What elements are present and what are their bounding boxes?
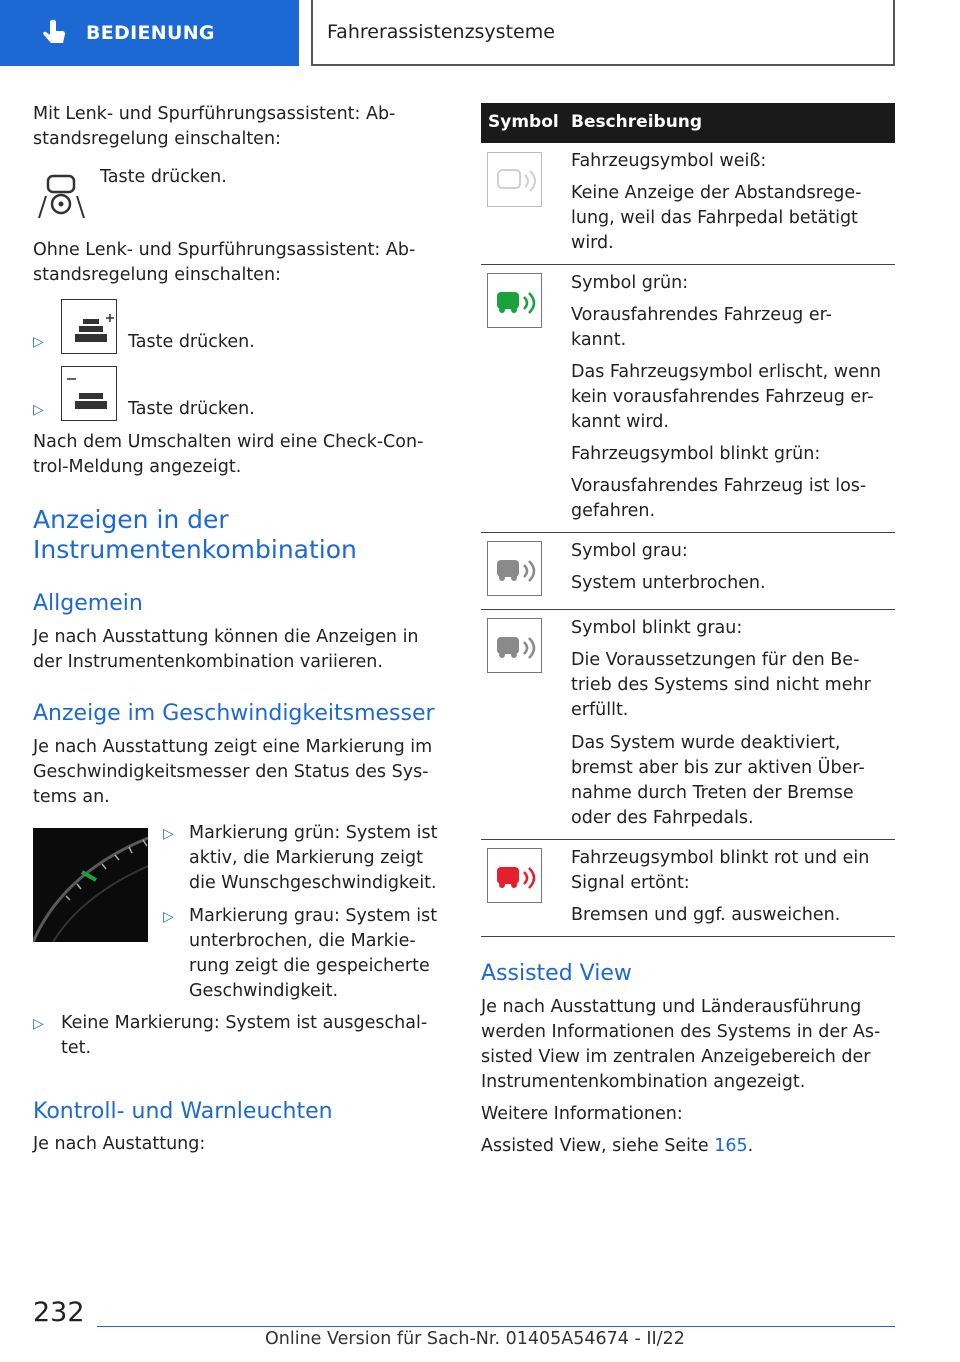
heading-anzeigen-2: Instrumentenkombination — [33, 535, 357, 564]
reference-end: . — [747, 1136, 754, 1156]
row5-l3: Bremsen und ggf. ausweichen. — [571, 905, 841, 925]
section-tab[interactable] — [0, 0, 299, 66]
footer-divider — [97, 1326, 895, 1327]
av-text-2: werden Informationen des Systems in der As- — [481, 1022, 881, 1042]
mark-gray-2: unterbrochen, die Markie- — [189, 931, 416, 951]
table-divider — [481, 936, 895, 937]
page-link[interactable]: 165 — [714, 1136, 748, 1156]
col-symbol: Symbol — [488, 112, 559, 132]
step-2: Taste drücken. — [128, 332, 255, 352]
intro-text-2: Ohne Lenk- und Spurführungsassistent: Ab- — [33, 240, 416, 260]
allgemein-text-2: der Instrumentenkombination variieren. — [33, 652, 383, 672]
bullet-icon: ▷ — [33, 1016, 44, 1032]
kontroll-text: Je nach Austattung: — [33, 1134, 206, 1154]
distance-minus-button-icon — [61, 366, 117, 421]
table-header — [481, 103, 895, 143]
table-divider — [481, 839, 895, 840]
row4-l2: Die Voraussetzungen für den Be- — [571, 650, 860, 670]
heading-allgemein: Allgemein — [33, 591, 143, 616]
speedometer-image — [33, 828, 148, 942]
row2-l9: gefahren. — [571, 501, 656, 521]
row4-l5: Das System wurde deaktiviert, — [571, 733, 841, 753]
row1-l4: wird. — [571, 233, 614, 253]
row2-l8: Vorausfahrendes Fahrzeug ist los- — [571, 476, 867, 496]
table-divider — [481, 532, 895, 533]
switch-note-1: Nach dem Umschalten wird eine Check-Con- — [33, 432, 424, 452]
row2-l4: Das Fahrzeugsymbol erlischt, wenn — [571, 362, 882, 382]
geschw-text-1: Je nach Ausstattung zeigt eine Markierung im — [33, 737, 433, 757]
row2-l3: kannt. — [571, 330, 627, 350]
section-label: BEDIENUNG — [86, 22, 215, 44]
row1-l2: Keine Anzeige der Abstandsrege- — [571, 183, 862, 203]
row2-l2: Vorausfahrendes Fahrzeug er- — [571, 305, 832, 325]
row2-l6: kannt wird. — [571, 412, 669, 432]
row4-l6: bremst aber bis zur aktiven Über- — [571, 758, 865, 778]
row3-l1: Symbol grau: — [571, 541, 688, 561]
row4-l4: erfüllt. — [571, 700, 629, 720]
mark-gray-1: Markierung grau: System ist — [189, 906, 438, 926]
row1-l1: Fahrzeugsymbol weiß: — [571, 151, 767, 171]
footer-online-version: Online Version für Sach-Nr. 01405A54674 - II/22 — [265, 1329, 685, 1349]
mark-none-2: tet. — [61, 1038, 92, 1058]
weitere-info: Weitere Informationen: — [481, 1104, 683, 1124]
mark-green-1: Markierung grün: System ist — [189, 823, 438, 843]
col-description: Beschreibung — [571, 112, 703, 132]
row4-l1: Symbol blinkt grau: — [571, 618, 743, 638]
mark-none-1: Keine Markierung: System ist ausgeschal- — [61, 1013, 428, 1033]
car-symbol-gray-blink-icon — [487, 618, 542, 673]
mark-gray-4: Geschwindigkeit. — [189, 981, 339, 1001]
mark-green-2: aktiv, die Markierung zeigt — [189, 848, 423, 868]
mark-green-3: die Wunschgeschwindigkeit. — [189, 873, 437, 893]
step-3: Taste drücken. — [128, 399, 255, 419]
car-symbol-white-icon — [487, 152, 542, 207]
steering-assist-button-icon — [33, 167, 88, 222]
hand-pointer-icon — [38, 16, 72, 50]
row2-l7: Fahrzeugsymbol blinkt grün: — [571, 444, 821, 464]
row4-l3: trieb des Systems sind nicht mehr — [571, 675, 871, 695]
heading-kontroll: Kontroll- und Warnleuchten — [33, 1099, 333, 1124]
car-symbol-gray-icon — [487, 541, 542, 596]
switch-note-2: trol-Meldung angezeigt. — [33, 457, 242, 477]
car-symbol-green-icon — [487, 273, 542, 328]
row4-l8: oder des Fahrpedals. — [571, 808, 754, 828]
bullet-icon: ▷ — [33, 402, 44, 418]
av-text-4: Instrumentenkombination angezeigt. — [481, 1072, 806, 1092]
heading-anzeigen: Anzeigen in der — [33, 505, 229, 534]
distance-plus-button-icon — [61, 299, 117, 354]
geschw-text-2: Geschwindigkeitsmesser den Status des Sys- — [33, 762, 429, 782]
av-text-1: Je nach Ausstattung und Länderausführung — [481, 997, 862, 1017]
row5-l1: Fahrzeugsymbol blinkt rot und ein — [571, 848, 870, 868]
row2-l1: Symbol grün: — [571, 273, 689, 293]
intro-text-2b: standsregelung einschalten: — [33, 265, 281, 285]
row2-l5: kein vorausfahrendes Fahrzeug er- — [571, 387, 874, 407]
row3-l2: System unterbrochen. — [571, 573, 766, 593]
row1-l3: lung, weil das Fahrpedal betätigt — [571, 208, 858, 228]
heading-geschwindigkeit: Anzeige im Geschwindigkeitsmesser — [33, 701, 435, 726]
chapter-title: Fahrerassistenzsysteme — [311, 0, 895, 66]
reference-text: Assisted View, siehe Seite — [481, 1136, 715, 1156]
bullet-icon: ▷ — [33, 334, 44, 350]
car-symbol-red-icon — [487, 848, 542, 903]
intro-text-1: Mit Lenk- und Spurführungsassistent: Ab- — [33, 104, 396, 124]
allgemein-text-1: Je nach Ausstattung können die Anzeigen in — [33, 627, 419, 647]
intro-text-1b: standsregelung einschalten: — [33, 129, 281, 149]
step-1: Taste drücken. — [100, 167, 227, 187]
heading-assisted-view: Assisted View — [481, 961, 632, 986]
table-divider — [481, 264, 895, 265]
row4-l7: nahme durch Treten der Bremse — [571, 783, 854, 803]
page-reference — [481, 1134, 753, 1159]
geschw-text-3: tems an. — [33, 787, 110, 807]
table-divider — [481, 609, 895, 610]
bullet-icon: ▷ — [163, 909, 174, 925]
page-number: 232 — [33, 1297, 85, 1328]
bullet-icon: ▷ — [163, 826, 174, 842]
mark-gray-3: rung zeigt die gespeicherte — [189, 956, 430, 976]
row5-l2: Signal ertönt: — [571, 873, 690, 893]
av-text-3: sisted View im zentralen Anzeigebereich der — [481, 1047, 871, 1067]
